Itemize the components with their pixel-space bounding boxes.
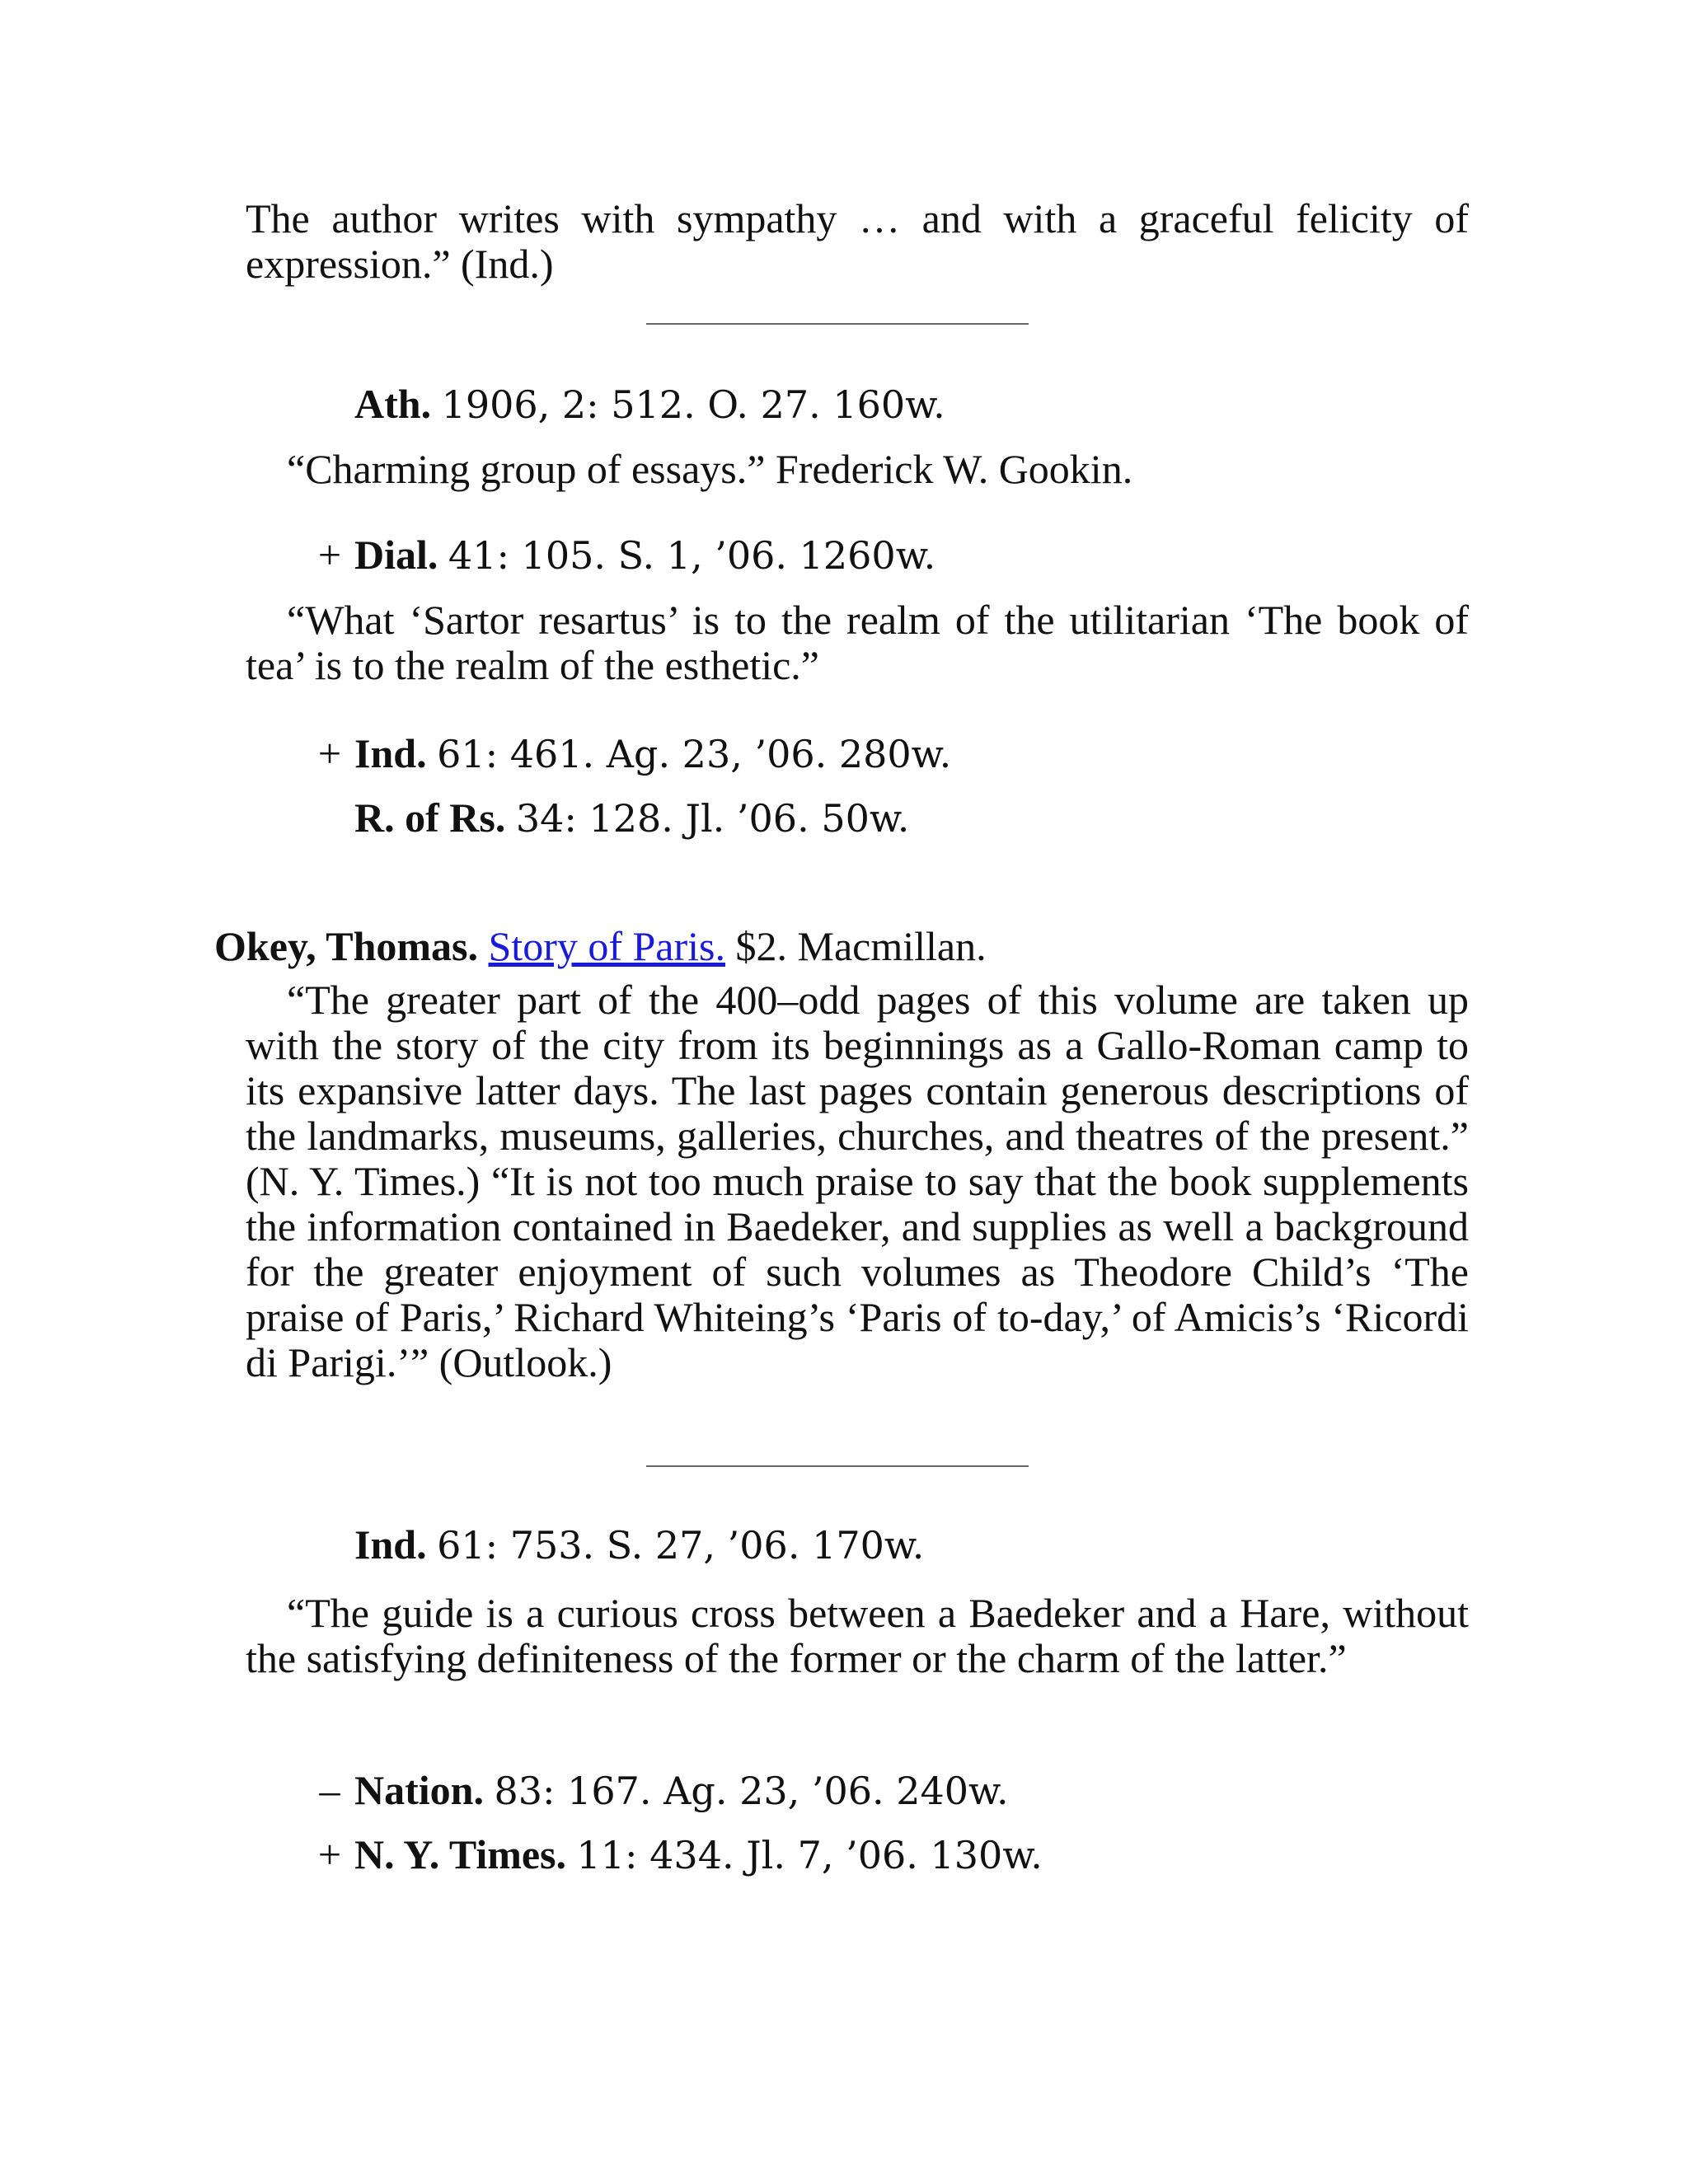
- section-divider: [646, 1465, 1029, 1467]
- citation-journal: Ind.: [354, 730, 427, 776]
- quote-gookin: “Charming group of essays.” Frederick W. Gookin.: [287, 446, 1133, 492]
- citation-journal: Ind.: [354, 1521, 427, 1568]
- citation-reference: 11: 434. Jl. 7, ’06. 130w.: [576, 1833, 1043, 1877]
- citation-reference: 61: 753. S. 27, ’06. 170w.: [437, 1523, 925, 1568]
- book-title-link[interactable]: Story of Paris.: [488, 923, 725, 969]
- entry-heading-okey: [214, 923, 987, 969]
- quote-guide: “The guide is a curious cross between a Baedeker and a Hare, without the satisfying definiteness of the former or the charm of the latter.”: [246, 1590, 1469, 1681]
- citation-reference: 61: 461. Ag. 23, ’06. 280w.: [437, 732, 952, 776]
- citation-sign: +: [317, 532, 342, 578]
- citation-ind: [305, 730, 951, 777]
- citation-reference: 41: 105. S. 1, ’06. 1260w.: [448, 533, 936, 578]
- quote-sartor: “What ‘Sartor resartus’ is to the realm of the utilitarian ‘The book of tea’ is to the realm of the esthetic.”: [246, 597, 1469, 688]
- okey-review-paragraph: “The greater part of the 400–odd pages of this volume are taken up with the story of the city from its beginnings as a Gallo-Roman camp to its expansive latter days. The last pages contain generous descriptions of the landmarks, museums, galleries, churches, and theatres of the present.” (N. Y. Times.) “It is not too much praise to say that the book supplements the information contained in Baedeker, and supplies as well a background for the greater enjoyment of such volumes as Theodore Child’s ‘The praise of Paris,’ Richard Whiteing’s ‘Paris of to-day,’ of Amicis’s ‘Ricordi di Parigi.’” (Outlook.): [246, 977, 1469, 1385]
- citation-rofrs: [305, 794, 909, 841]
- citation-reference: 83: 167. Ag. 23, ’06. 240w.: [494, 1769, 1009, 1813]
- citation-ind: [305, 1521, 924, 1568]
- citation-journal: Dial.: [354, 532, 438, 578]
- intro-paragraph: The author writes with sympathy … and with a graceful felicity of expression.” (Ind.): [246, 195, 1469, 287]
- section-divider: [646, 323, 1029, 325]
- citation-dial: [305, 532, 935, 579]
- citation-nation: [305, 1767, 1009, 1814]
- citation-sign: +: [317, 730, 342, 776]
- citation-journal: R. of Rs.: [354, 794, 506, 841]
- citation-journal: N. Y. Times.: [354, 1831, 567, 1877]
- entry-author: Okey, Thomas.: [214, 923, 478, 969]
- citation-sign: –: [319, 1767, 340, 1813]
- citation-reference: 34: 128. Jl. ’06. 50w.: [515, 796, 910, 841]
- citation-ny-times: [305, 1831, 1043, 1878]
- citation-reference: 1906, 2: 512. O. 27. 160w.: [441, 382, 945, 427]
- entry-price-publisher: $2. Macmillan.: [735, 923, 987, 969]
- citation-journal: Ath.: [354, 381, 432, 427]
- citation-journal: Nation.: [354, 1767, 484, 1813]
- citation-ath: [305, 381, 945, 428]
- citation-sign: +: [317, 1831, 342, 1877]
